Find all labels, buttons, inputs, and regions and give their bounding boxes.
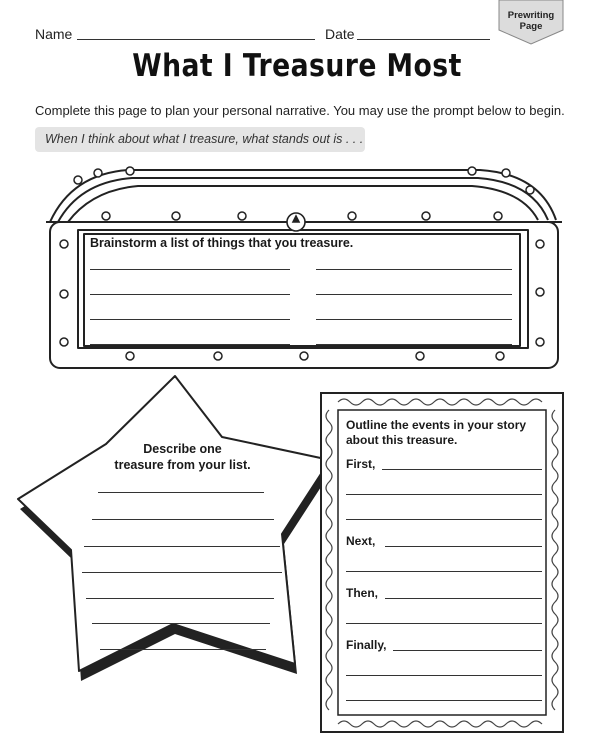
- outline-line[interactable]: [346, 675, 542, 676]
- chest-line[interactable]: [316, 269, 512, 270]
- chest-line[interactable]: [90, 319, 290, 320]
- chest-line[interactable]: [316, 319, 512, 320]
- treasure-chest: [0, 160, 594, 375]
- date-field[interactable]: [357, 39, 490, 40]
- outline-line[interactable]: [346, 519, 542, 520]
- page-title: What I Treasure Most: [132, 48, 462, 84]
- outline-heading-line-2: about this treasure.: [346, 433, 458, 447]
- outline-line[interactable]: [385, 546, 542, 547]
- star-shape: [0, 370, 345, 690]
- star-heading-line-1: Describe one: [143, 442, 222, 456]
- chest-line[interactable]: [90, 344, 290, 345]
- intro-text: Complete this page to plan your personal narrative. You may use the prompt below to begin.: [35, 103, 565, 118]
- star-line[interactable]: [84, 546, 280, 547]
- outline-line[interactable]: [346, 571, 542, 572]
- star-heading: [100, 441, 265, 473]
- outline-line[interactable]: [382, 469, 542, 470]
- star-line[interactable]: [98, 492, 264, 493]
- name-field[interactable]: [77, 39, 315, 40]
- tag-line-2: Page: [519, 21, 543, 32]
- prompt-box: When I think about what I treasure, what stands out is . . .: [35, 127, 365, 152]
- outline-line[interactable]: [346, 494, 542, 495]
- chest-line[interactable]: [90, 269, 290, 270]
- chest-line[interactable]: [316, 294, 512, 295]
- chest-line[interactable]: [90, 294, 290, 295]
- prewriting-tag: [497, 10, 565, 32]
- outline-heading-line-1: Outline the events in your story: [346, 418, 527, 432]
- star-line[interactable]: [100, 649, 266, 650]
- outline-line[interactable]: [346, 623, 542, 624]
- outline-line[interactable]: [393, 650, 542, 651]
- outline-line[interactable]: [385, 598, 542, 599]
- star-line[interactable]: [82, 572, 282, 573]
- then-label: Then,: [346, 586, 378, 600]
- star-heading-line-2: treasure from your list.: [114, 458, 251, 472]
- first-label: First,: [346, 457, 376, 471]
- chest-heading: Brainstorm a list of things that you treasure.: [90, 236, 354, 250]
- tag-line-1: Prewriting: [507, 10, 555, 21]
- outline-line[interactable]: [346, 700, 542, 701]
- outline-heading: [346, 418, 546, 448]
- star-line[interactable]: [86, 598, 274, 599]
- star-line[interactable]: [92, 519, 274, 520]
- next-label: Next,: [346, 534, 376, 548]
- name-label: Name: [35, 26, 73, 42]
- chest-line[interactable]: [316, 344, 512, 345]
- finally-label: Finally,: [346, 638, 387, 652]
- date-label: Date: [325, 26, 355, 42]
- star-line[interactable]: [92, 623, 270, 624]
